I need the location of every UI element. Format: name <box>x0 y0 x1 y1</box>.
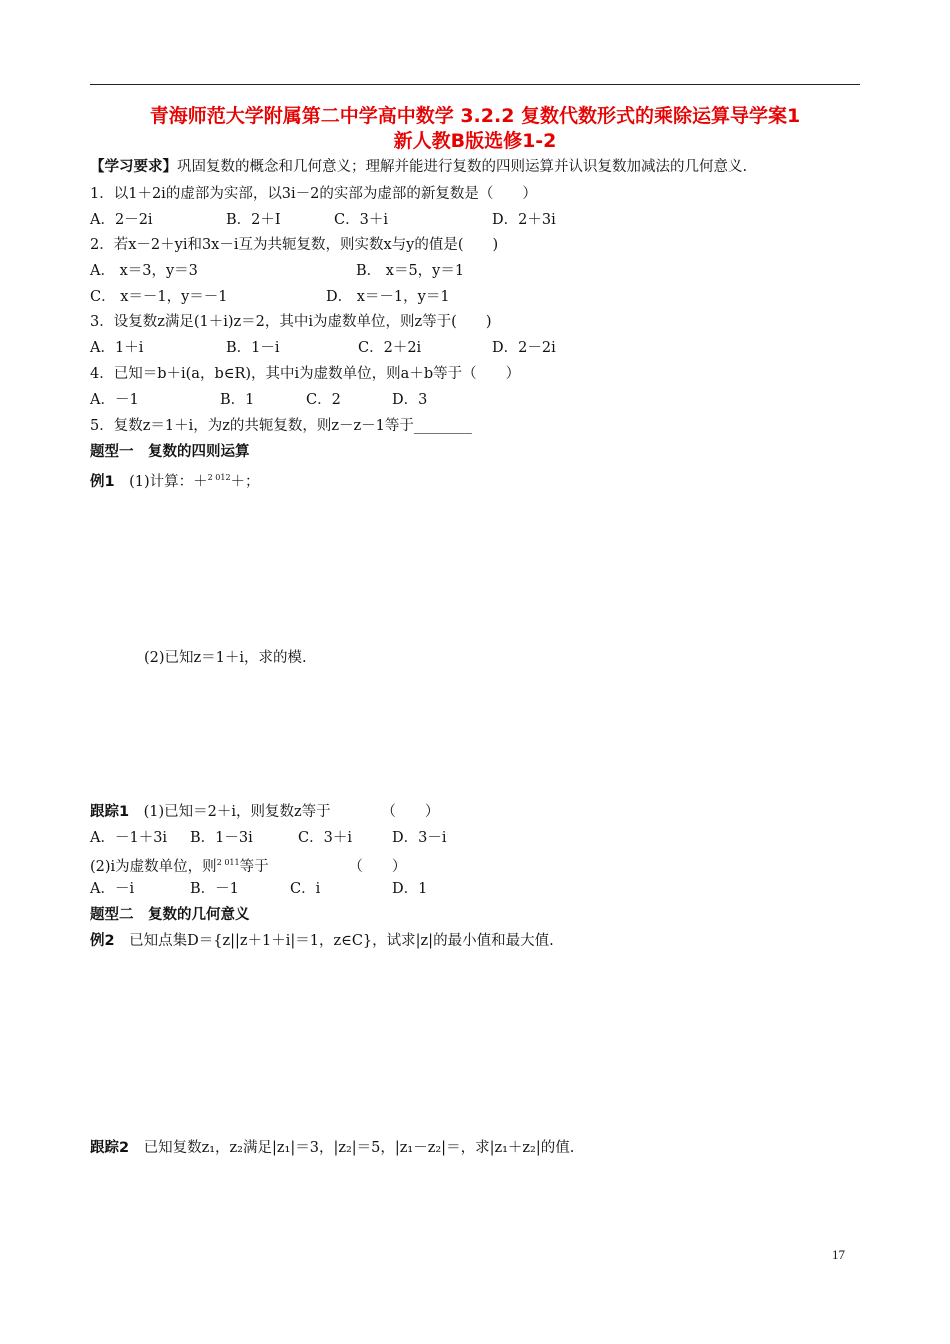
track1-q2-option-b: B．－1 <box>190 881 239 897</box>
example1-part2: (2)已知z＝1＋i，求的模. <box>144 650 307 666</box>
example1-exponent: 2 012 <box>207 473 231 482</box>
track2-text: 已知复数z₁，z₂满足|z₁|＝3，|z₂|＝5，|z₁－z₂|＝，求|z₁＋z₂|的值. <box>129 1140 575 1156</box>
type2-heading: 题型二 复数的几何意义 <box>90 907 250 923</box>
question-2-option-c: C． x＝－1，y＝－1 <box>90 289 228 305</box>
question-2-option-a: A． x＝3，y＝3 <box>90 263 198 279</box>
track1-label: 跟踪1 <box>90 804 130 820</box>
track1-part2-text: (2)i为虚数单位，则 <box>90 858 217 875</box>
track2-label: 跟踪2 <box>90 1140 130 1156</box>
track1-exponent: 2 011 <box>216 858 240 867</box>
type1-heading: 题型一 复数的四则运算 <box>90 444 250 460</box>
question-3-option-d: D．2－2i <box>492 340 556 356</box>
header-rule <box>90 84 860 85</box>
question-4-option-d: D．3 <box>392 392 428 408</box>
example1-part1-text: (1)计算：＋ <box>114 473 208 490</box>
track1-part1 <box>90 802 439 822</box>
question-1-option-c: C．3＋i <box>334 212 388 228</box>
example1-part1 <box>90 468 260 492</box>
example2-label: 例2 <box>90 933 115 949</box>
question-1-option-d: D．2＋3i <box>492 212 556 228</box>
requirement-label: 【学习要求】 <box>90 159 177 175</box>
example1-label: 例1 <box>90 473 115 490</box>
question-2-stem: 2．若x－2＋yi和3x－i互为共轭复数，则实数x与y的值是( ) <box>90 237 499 253</box>
track1-part1-text: (1)已知＝2＋i，则复数z等于 （ ） <box>129 804 440 820</box>
track2 <box>90 1138 574 1158</box>
document-title-line1: 青海师范大学附属第二中学高中数学 3.2.2 复数代数形式的乘除运算导学案1 <box>149 105 801 127</box>
track1-q1-option-d: D．3－i <box>392 830 447 846</box>
question-1-option-a: A．2－2i <box>90 212 153 228</box>
track1-q1-option-a: A．－1＋3i <box>90 830 168 846</box>
track1-q2-option-d: D．1 <box>392 881 428 897</box>
question-1-option-b: B．2＋I <box>226 212 281 228</box>
question-3-option-c: C．2＋2i <box>358 340 422 356</box>
question-3-option-b: B．1－i <box>226 340 280 356</box>
example1-part1-end: ＋； <box>230 473 260 490</box>
track1-part2-end: 等于 （ ） <box>239 858 407 875</box>
question-4-stem: 4．已知＝b＋i(a，b∈R)，其中i为虚数单位，则a＋b等于（ ） <box>90 366 521 382</box>
question-4-option-c: C．2 <box>306 392 341 408</box>
document-title-line2: 新人教B版选修1-2 <box>393 130 557 152</box>
example2-text: 已知点集D＝{z||z＋1＋i|＝1，z∈C}，试求|z|的最小值和最大值. <box>114 933 554 949</box>
question-4-option-b: B．1 <box>220 392 255 408</box>
question-1-stem: 1．以1＋2i的虚部为实部，以3i－2的实部为虚部的新复数是（ ） <box>90 186 537 202</box>
track1-q1-option-c: C．3＋i <box>298 830 352 846</box>
question-4-option-a: A．－1 <box>90 392 139 408</box>
track1-part2 <box>90 853 406 877</box>
question-2-option-d: D． x＝－1，y＝1 <box>326 289 450 305</box>
question-2-option-b: B． x＝5，y＝1 <box>356 263 465 279</box>
track1-q2-option-a: A．－i <box>90 881 135 897</box>
example2 <box>90 931 554 951</box>
question-5-stem: 5．复数z＝1＋i，为z的共轭复数，则z－z－1等于________ <box>90 418 472 434</box>
question-3-stem: 3．设复数z满足(1＋i)z＝2，其中i为虚数单位，则z等于( ) <box>90 314 492 330</box>
learning-requirement <box>90 157 747 177</box>
track1-q2-option-c: C．i <box>290 881 321 897</box>
question-3-option-a: A．1＋i <box>90 340 144 356</box>
page-number: 17 <box>832 1247 845 1262</box>
requirement-text: 巩固复数的概念和几何意义；理解并能进行复数的四则运算并认识复数加减法的几何意义. <box>177 159 748 175</box>
track1-q1-option-b: B．1－3i <box>190 830 253 846</box>
